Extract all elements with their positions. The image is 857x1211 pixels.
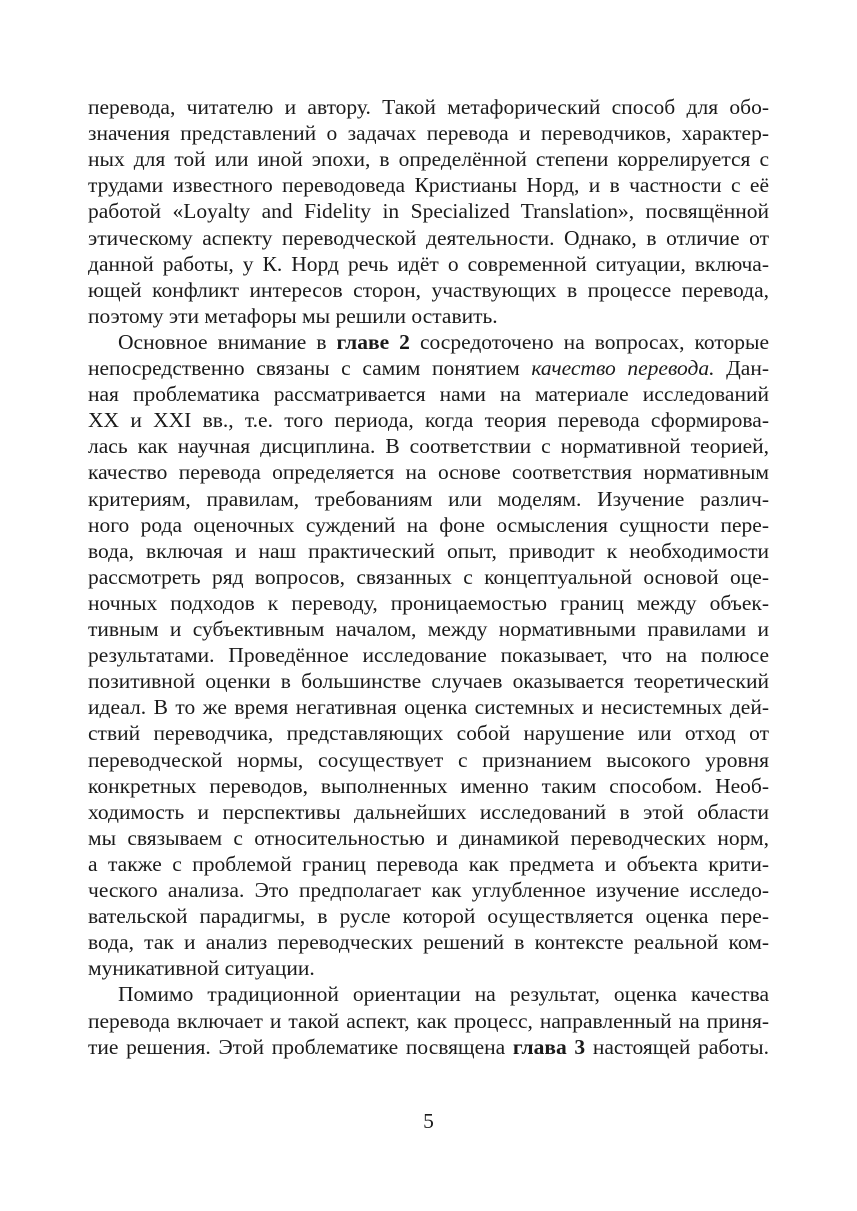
text-line: вода, включая и наш практический опыт, приводит к необходимости	[88, 538, 769, 563]
text-line: перевода, читателю и автору. Такой метафорический способ для обо-	[88, 95, 769, 119]
term-emphasis: качество перевода.	[531, 356, 715, 380]
text-line: значения представлений о задачах перевода и переводчиков, характер-	[88, 121, 769, 146]
text-line: вода, так и анализ переводческих решений в контексте реальной ком-	[88, 930, 769, 955]
text-line: трудами известного переводоведа Кристианы Норд, и в частности с её	[88, 173, 769, 198]
text-line: ствий переводчика, представляющих собой нарушение или отход от	[88, 721, 769, 746]
text-line: XX и XXI вв., т.е. того периода, когда теория перевода сформирова-	[88, 408, 769, 433]
text-run: сосредоточено на вопросах, которые	[409, 329, 769, 354]
text-line	[88, 1032, 769, 1062]
text-line: этическому аспекту переводческой деятельности. Однако, в отличие от	[88, 225, 769, 250]
text-line: переводческой нормы, сосуществует с признанием высокого уровня	[88, 747, 769, 772]
text-line: муникативной ситуации.	[88, 956, 315, 981]
text-line: перевода включает и такой аспект, как процесс, направленный на приня-	[88, 1008, 769, 1033]
text-line: ных для той или иной эпохи, в определённой степени коррелируется с	[88, 147, 769, 172]
text-line: ночных подходов к переводу, проницаемостью границ между объек-	[88, 590, 769, 615]
text-run: настоящей работы.	[585, 1034, 769, 1059]
text-line: идеал. В то же время негативная оценка системных и несистемных дей-	[88, 695, 769, 720]
text-line: Помимо традиционной ориентации на результат, оценка качества	[118, 982, 769, 1007]
text-line: ная проблематика рассматривается нами на материале исследований	[88, 382, 769, 407]
text-line: а также с проблемой границ перевода как предмета и объекта крити-	[88, 851, 769, 876]
text-line: ющей конфликт интересов сторон, участвующих в процессе перевода,	[88, 277, 769, 302]
text-line: результатами. Проведённое исследование показывает, что на полюсе	[88, 643, 769, 668]
text-line: тивным и субъективным началом, между нормативными правилами и	[88, 617, 769, 641]
text-run: Основное внимание в	[118, 329, 337, 354]
text-run: Дан-	[714, 356, 769, 380]
text-line: вательской парадигмы, в русле которой осуществляется оценка пере-	[88, 904, 769, 929]
chapter-reference: глава 3	[512, 1034, 586, 1059]
text-line: критериям, правилам, требованиям или моделям. Изучение различ-	[88, 486, 769, 511]
text-run: тие решения. Этой проблематике посвящена	[88, 1034, 513, 1059]
text-line: рассмотреть ряд вопросов, связанных с концептуальной основой оце-	[88, 564, 769, 589]
chapter-reference: главе 2	[336, 329, 410, 354]
text-line: позитивной оценки в большинстве случаев оказывается теоретический	[88, 669, 769, 694]
text-line: поэтому эти метафоры мы решили оставить.	[88, 303, 498, 328]
text-line: конкретных переводов, выполненных именно таким способом. Необ-	[88, 773, 769, 798]
text-run: непосредственно связаны с самим понятием	[88, 356, 532, 380]
text-line: мы связываем с относительностью и динамикой переводческих норм,	[88, 825, 769, 850]
text-line: ческого анализа. Это предполагает как углубленное изучение исследо-	[88, 878, 769, 902]
page-number: 5	[423, 1109, 434, 1133]
text-line: ходимость и перспективы дальнейших исследований в этой области	[88, 799, 769, 824]
text-line: лась как научная дисциплина. В соответствии с нормативной теорией,	[88, 434, 769, 459]
text-line: качество перевода определяется на основе соответствия нормативным	[88, 460, 769, 485]
text-line: работой «Loyalty and Fidelity in Specialized Translation», посвящённой	[88, 199, 769, 224]
text-line: данной работы, у К. Норд речь идёт о современной ситуации, включа-	[88, 251, 769, 276]
text-line: ного рода оценочных суждений на фоне осмысления сущности пере-	[88, 512, 769, 537]
